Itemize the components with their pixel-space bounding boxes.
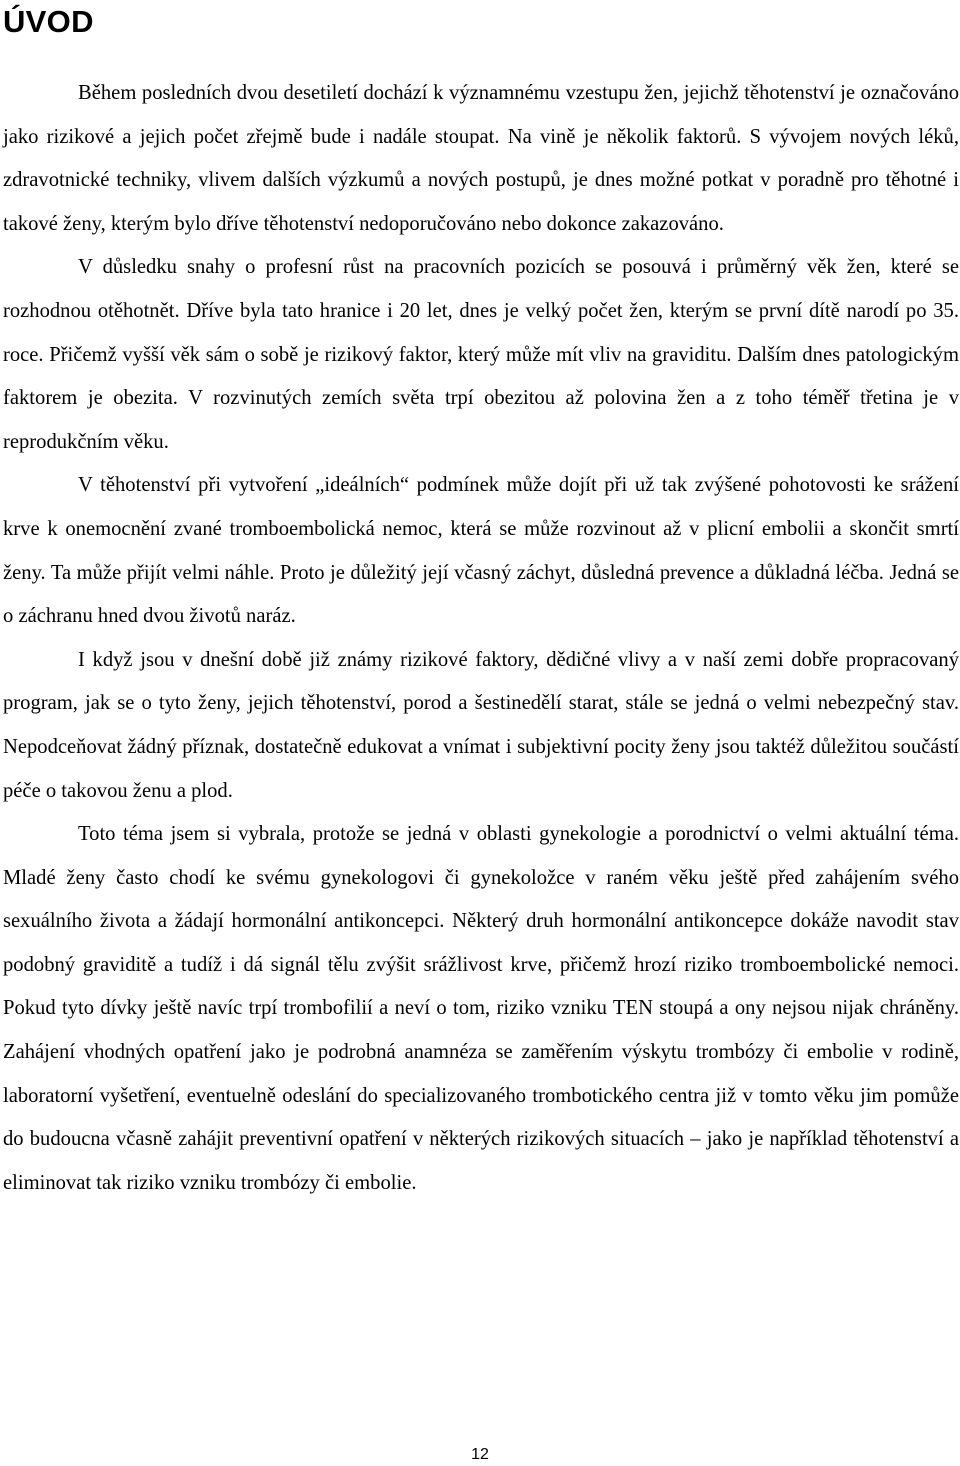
paragraph: V těhotenství při vytvoření „ideálních“ podmínek může dojít při už tak zvýšené pohotovosti ke srážení krve k onemocnění zvané tromboembolická nemoc, která se může rozvinout až v plicní embolii a skončit smrtí ženy. Ta může přijít velmi náhle. Proto je důležitý její včasný záchyt, důsledná prevence a důkladná léčba. Jedná se o záchranu hned dvou životů naráz. <box>3 474 959 628</box>
section-heading: ÚVOD <box>3 4 94 39</box>
paragraph: Během posledních dvou desetiletí dochází k významnému vzestupu žen, jejichž těhotenství je označováno jako rizikové a jejich počet zřejmě bude i nadále stoupat. Na vině je několik faktorů. S vývojem nových léků, zdravotnické techniky, vlivem dalších výzkumů a nových postupů, je dnes možné potkat v poradně pro těhotné i takové ženy, kterým bylo dříve těhotenství nedoporučováno nebo dokonce zakazováno. <box>3 82 959 235</box>
paragraph: V důsledku snahy o profesní růst na pracovních pozicích se posouvá i průměrný věk žen, které se rozhodnou otěhotnět. Dříve byla tato hranice i 20 let, dnes je velký počet žen, kterým se první dítě narodí po 35. roce. Přičemž vyšší věk sám o sobě je rizikový faktor, který může mít vliv na graviditu. Dalším dnes patologickým faktorem je obezita. V rozvinutých zemích světa trpí obezitou až polovina žen a z toho téměř třetina je v reprodukčním věku. <box>3 256 959 453</box>
page-number: 12 <box>471 1446 489 1463</box>
paragraph: Toto téma jsem si vybrala, protože se jedná v oblasti gynekologie a porodnictví o velmi aktuální téma. Mladé ženy často chodí ke svému gynekologovi či gynekoložce v raném věku ještě před zahájením svého sexuálního života a žádají hormonální antikoncepci. Některý druh hormonální antikoncepce dokáže navodit stav podobný graviditě a tudíž i dá signál tělu zvýšit srážlivost krve, přičemž hrozí riziko tromboembolické nemoci. Pokud tyto dívky ještě navíc trpí trombofilií a neví o tom, riziko vzniku TEN stoupá a ony nejsou nijak chráněny. Zahájení vhodných opatření jako je podrobná anamnéza se zaměřením výskytu trombózy či embolie v rodině, laboratorní vyšetření, eventuelně odeslání do specializovaného trombotického centra již v tomto věku jim pomůže do budoucna včasně zahájit preventivní opatření v některých rizikových situacích – jako je například těhotenství a eliminovat tak riziko vzniku trombózy či embolie. <box>3 823 959 1194</box>
paragraph: I když jsou v dnešní době již známy rizikové faktory, dědičné vlivy a v naší zemi dobře propracovaný program, jak se o tyto ženy, jejich těhotenství, porod a šestinedělí starat, stále se jedná o velmi nebezpečný stav. Nepodceňovat žádný příznak, dostatečně edukovat a vnímat i subjektivní pocity ženy jsou taktéž důležitou součástí péče o takovou ženu a plod. <box>3 648 959 802</box>
body-text <box>3 72 959 1205</box>
